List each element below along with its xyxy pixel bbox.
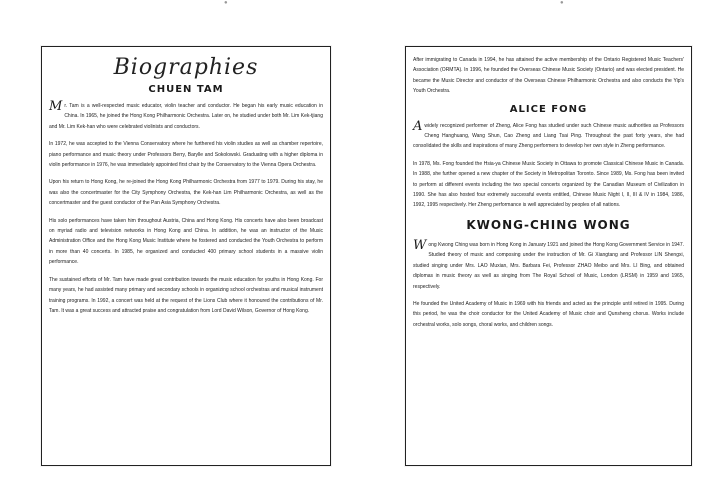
bio-paragraph: In 1972, he was accepted to the Vienna Conservatory where he furthered his violin studies as well as chamber repertoire, piano performance and music theory under Professors Berry, Barylle and Sokolowski. Graduating with a higher diploma in violin performance in 1976, he was immediately appointed first chair by the Conservatory to the Vienna Opera Orchestra. <box>49 141 323 169</box>
person-name-chuen-tam: CHUEN TAM <box>148 84 224 95</box>
bio-paragraph: Mr. Tam is a well-respected music educator, violin teacher and conductor. He began his early music education in China. In 1965, he joined the Hong Kong Philharmonic Orchestra. Later on, he studied under both Mr. Lim Kek-tjiang and Mr. Lim Kek-han who were celebrated violinists and conductors. <box>49 99 323 130</box>
left-page <box>41 46 331 466</box>
page-title: Biographies <box>113 55 259 80</box>
dropcap: M <box>49 99 63 114</box>
bio-paragraph: The sustained efforts of Mr. Tam have made great contribution towards the music education for youths in Hong Kong. For many years, he had assisted many primary and secondary schools in organizing school orchestras and musical instrument training programs. In 1992, a concert was held at the request of the Lions Club where it honoured the contributions of Mr. Tam. It was a great success and attracted praise and congratulation from Lord David Wilson, Governor of Hong Kong. <box>49 276 323 314</box>
punch-mark: ● <box>224 0 228 6</box>
bio-paragraph: After immigrating to Canada in 1994, he has attained the active membership of the Ontario Registered Music Teachers' Association (ORMTA). In 1996, he founded the Overseas Chinese Music Society (Ontario) and was elected president. He became the Music Director and conductor of the Overseas Chinese Philharmonic Orchestra and also conducts the Yip's Youth Orchestra. <box>413 57 684 95</box>
bio-paragraph: Upon his return to Hong Kong, he re-joined the Hong Kong Philharmonic Orchestra from 1977 to 1979. During his stay, he was also the concertmaster for the City Symphony Orchestra, the Kek-han Lim Philharmonic Orchestra, as well as the concertmaster and the guest conductor of the Pan Asia Symphony Orchestra. <box>49 179 323 207</box>
bio-paragraph: Awidely recognized performer of Zheng, Alice Fong has studied under such Chinese music authorities as Professors Cheng Hanghuang, Wang Shun, Cao Zheng and Liang Tsai Ping. Throughout the past forty years, she had consolidated the skills and inspirations of many Zheng performers to develop her own style in Zheng performance. <box>413 118 684 150</box>
dropcap: A <box>413 118 423 134</box>
punch-mark: ● <box>560 0 564 6</box>
dropcap: W <box>413 237 427 253</box>
bio-paragraph: In 1978, Ms. Fong founded the Hsia-ya Chinese Music Society in Ottawa to promote Classical Chinese Music in Canada. In 1988, she further opened a new chapter of the Society in Metropolitan Toronto. Since 1989, Ms. Fong has been invited to perform at different events including the two special concerts organized by the Canadian Museum of Civilization in 1990. She has also hosted four extremely successful events entitled, Chinese Music Night I, II, III & IV in 1984, 1986, 1992, 1995 respectively. Her Zheng performance is well appreciated by peoples of all nations. <box>413 160 684 209</box>
bio-paragraph: Wong Kwong Ching was born in Hong Kong in January 1921 and joined the Hong Kong Government Service in 1947. Studied theory of music and composing under the instruction of Mr. Gi Xiangtang and Professor LIN Shengxi, studied singing under Mrs. LAO Muxian, Mrs. Barbara Fei, Professor ZHAO Meibo and Mrs. LI Bing, and obtained diplomas in music theory as well as singing from The Royal School of Music, London (LRSM) in 1959 and 1965, respectively. <box>413 237 684 290</box>
bio-paragraph: His solo performances have taken him throughout Austria, China and Hong Kong. His concerts have also been broadcast on myriad radio and television networks in Hong Kong and China. In addition, he was an instructor of the Music Administration Office and the Hong Kong Music Institute where he fostered and conducted the Youth Orchestra to perform in more than 40 concerts. In 1985, he organized and conducted 400 primary school students in a massive violin performance. <box>49 217 323 266</box>
bio-paragraph: He founded the United Academy of Music in 1969 with his friends and acted as the principle until retired in 1995. During this period, he was the choir conductor for the United Academy of Music choir and Qunsheng chorus. Works include orchestral works, solo songs, choral works, and children songs. <box>413 300 684 328</box>
person-name-alice-fong: ALICE FONG <box>509 103 588 115</box>
right-page <box>405 46 692 466</box>
person-name-kwong-ching-wong: KWONG-CHING WONG <box>466 217 631 232</box>
